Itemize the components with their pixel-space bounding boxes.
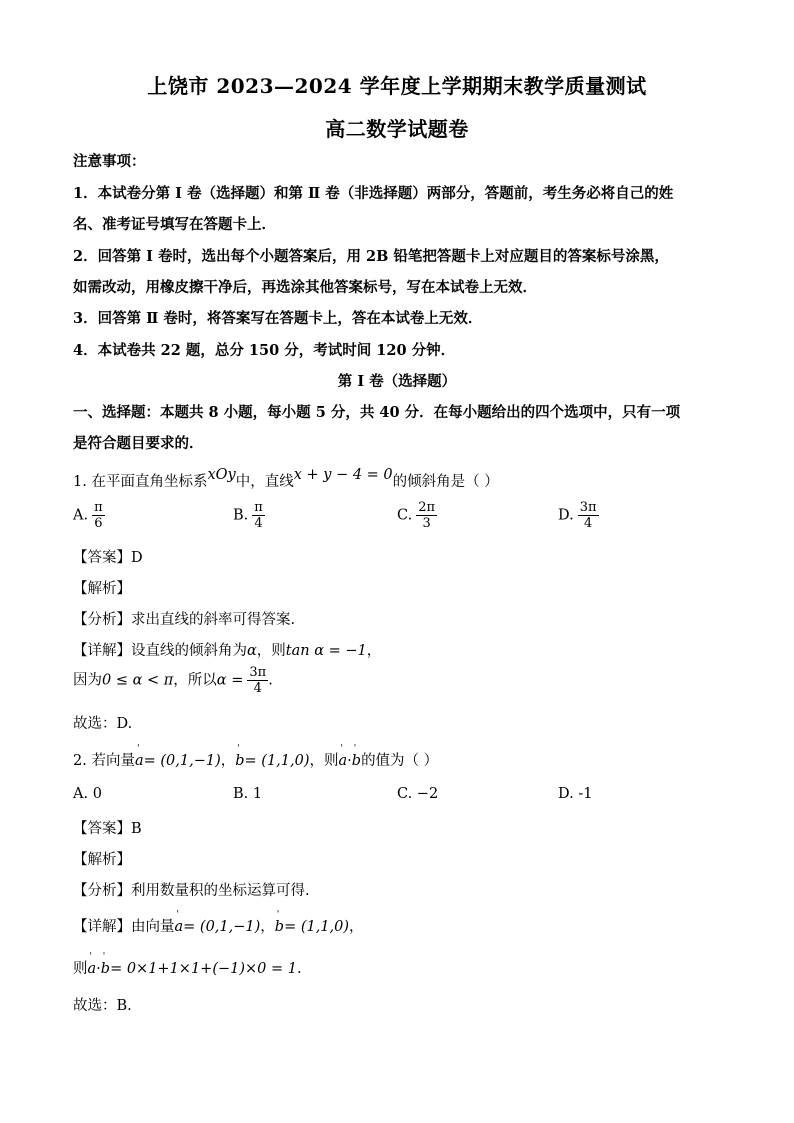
q1-analysis-tag: 【解析】: [73, 581, 131, 597]
q1-xiangjie: 【详解】设直线的倾斜角为α，则tan α = −1，: [73, 643, 382, 659]
q1-derivation: 因为0 ≤ α < π，所以α = $\frac{3\pi}{4}$ .: [73, 665, 273, 696]
q1-fenxi: 【分析】求出直线的斜率可得答案.: [73, 612, 296, 628]
note-1-line-a: 1．本试卷分第 Ⅰ 卷（选择题）和第 Ⅱ 卷（非选择题）两部分，答题前，考生务必将自己的姓: [73, 185, 674, 202]
q2-option-d: D. -1: [558, 786, 593, 802]
notes-heading: 注意事项：: [73, 153, 146, 170]
q2-option-a: A. 0: [73, 786, 102, 802]
line-equation: x + y − 4 = 0: [293, 467, 393, 483]
q1-conclusion: 故选：D.: [73, 716, 133, 732]
coord-system: xOy: [207, 467, 236, 483]
note-4: 4．本试卷共 22 题，总分 150 分，考试时间 120 分钟．: [73, 342, 456, 359]
note-1-line-b: 名、准考证号填写在答题卡上．: [73, 216, 276, 233]
note-3: 3．回答第 Ⅱ 卷时，将答案写在答题卡上，答在本试卷上无效．: [73, 310, 483, 327]
q1-option-d: D. $\frac{3\pi}{4}$: [558, 500, 597, 531]
q2-fenxi: 【分析】利用数量积的坐标运算可得.: [73, 883, 310, 899]
q1-option-a: A. $\frac{\pi}{6}$: [73, 500, 103, 531]
q2-calculation: 则' a·' b= 0×1+1×1+(−1)×0 = 1.: [73, 957, 302, 978]
exam-subtitle: 高二数学试题卷: [325, 117, 469, 141]
q2-analysis-tag: 【解析】: [73, 852, 131, 868]
q2-conclusion: 故选：B.: [73, 998, 132, 1014]
q1-option-b: B. $\frac{\pi}{4}$: [233, 500, 263, 531]
question-2: 2. 若向量' a= (0,1,−1)，' b= (1,1,0)，则' a·' b的值为（ ）: [73, 749, 438, 770]
q2-answer: 【答案】B: [73, 821, 142, 837]
note-2-line-b: 如需改动，用橡皮擦干净后，再选涂其他答案标号，写在本试卷上无效．: [73, 279, 537, 296]
question-1: 1. 在平面直角坐标系xOy中，直线x + y − 4 = 0的倾斜角是（ ）: [73, 467, 499, 490]
q2-xiangjie: 【详解】由向量' a= (0,1,−1)，' b= (1,1,0)，: [73, 915, 364, 936]
section-title: 第 Ⅰ 卷（选择题）: [337, 373, 457, 390]
q2-option-b: B. 1: [233, 786, 263, 802]
section-intro-a: 一、选择题：本题共 8 小题，每小题 5 分，共 40 分．在每小题给出的四个选项中，只有一项: [73, 404, 681, 421]
q1-option-c: C. $\frac{2\pi}{3}$: [397, 500, 436, 531]
note-2-line-a: 2．回答第 Ⅰ 卷时，选出每个小题答案后，用 2B 铅笔把答题卡上对应题目的答案标号涂黑，: [73, 248, 669, 265]
exam-title: 上饶市 2023—2024 学年度上学期期末教学质量测试: [147, 74, 647, 98]
q1-answer: 【答案】D: [73, 550, 143, 566]
q2-option-c: C. −2: [397, 786, 439, 802]
section-intro-b: 是符合题目要求的．: [73, 435, 204, 452]
